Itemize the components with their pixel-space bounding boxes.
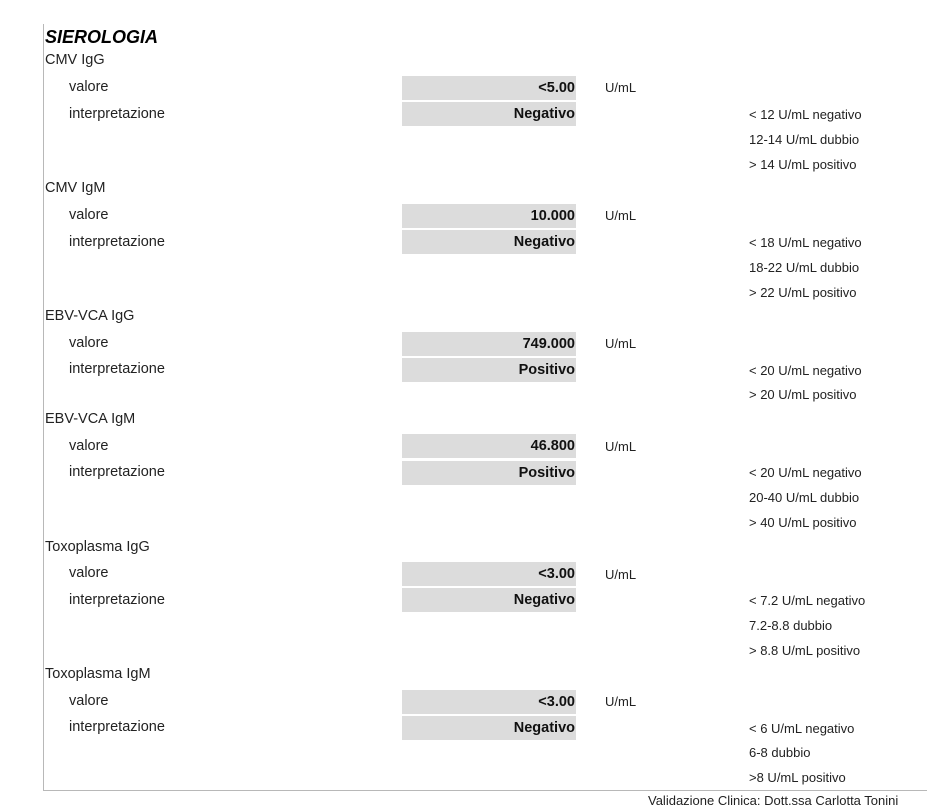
unit-label: U/mL — [605, 208, 637, 223]
test-name: CMV IgM — [45, 180, 106, 196]
value-label: valore — [69, 335, 109, 351]
interpretation-label: interpretazione — [69, 592, 165, 608]
reference-range: 18-22 U/mL dubbio — [749, 260, 860, 275]
test-interpretation: Positivo — [402, 461, 576, 485]
test-name: EBV-VCA IgM — [45, 411, 136, 427]
reference-range: > 20 U/mL positivo — [749, 387, 857, 402]
reference-range: < 7.2 U/mL negativo — [749, 593, 866, 608]
reference-range: 12-14 U/mL dubbio — [749, 132, 860, 147]
reference-range: < 18 U/mL negativo — [749, 235, 862, 250]
test-value: <3.00 — [402, 690, 576, 714]
unit-label: U/mL — [605, 336, 637, 351]
reference-range: 7.2-8.8 dubbio — [749, 618, 833, 633]
test-value: 10.000 — [402, 204, 576, 228]
test-name: CMV IgG — [45, 52, 105, 68]
test-name: Toxoplasma IgG — [45, 539, 150, 555]
test-value: <5.00 — [402, 76, 576, 100]
reference-range: < 20 U/mL negativo — [749, 465, 862, 480]
reference-range: 20-40 U/mL dubbio — [749, 490, 860, 505]
test-interpretation: Negativo — [402, 230, 576, 254]
test-interpretation: Negativo — [402, 102, 576, 126]
interpretation-label: interpretazione — [69, 234, 165, 250]
test-value: 749.000 — [402, 332, 576, 356]
reference-range: 6-8 dubbio — [749, 745, 811, 760]
test-name: Toxoplasma IgM — [45, 666, 151, 682]
value-label: valore — [69, 565, 109, 581]
reference-range: >8 U/mL positivo — [749, 770, 846, 785]
reference-range: > 40 U/mL positivo — [749, 515, 857, 530]
reference-range: < 6 U/mL negativo — [749, 721, 855, 736]
report-frame — [43, 24, 927, 791]
interpretation-label: interpretazione — [69, 719, 165, 735]
value-label: valore — [69, 438, 109, 454]
unit-label: U/mL — [605, 439, 637, 454]
reference-range: < 20 U/mL negativo — [749, 363, 862, 378]
value-label: valore — [69, 207, 109, 223]
test-name: EBV-VCA IgG — [45, 308, 135, 324]
unit-label: U/mL — [605, 694, 637, 709]
test-interpretation: Positivo — [402, 358, 576, 382]
reference-range: < 12 U/mL negativo — [749, 107, 862, 122]
reference-range: > 22 U/mL positivo — [749, 285, 857, 300]
reference-range: > 8.8 U/mL positivo — [749, 643, 861, 658]
test-value: 46.800 — [402, 434, 576, 458]
validation-footer: Validazione Clinica: Dott.ssa Carlotta Tonini — [648, 793, 899, 808]
value-label: valore — [69, 693, 109, 709]
interpretation-label: interpretazione — [69, 361, 165, 377]
interpretation-label: interpretazione — [69, 464, 165, 480]
section-title: SIEROLOGIA — [45, 27, 159, 47]
test-interpretation: Negativo — [402, 588, 576, 612]
interpretation-label: interpretazione — [69, 106, 165, 122]
unit-label: U/mL — [605, 80, 637, 95]
value-label: valore — [69, 79, 109, 95]
unit-label: U/mL — [605, 567, 637, 582]
test-value: <3.00 — [402, 562, 576, 586]
reference-range: > 14 U/mL positivo — [749, 157, 857, 172]
test-interpretation: Negativo — [402, 716, 576, 740]
